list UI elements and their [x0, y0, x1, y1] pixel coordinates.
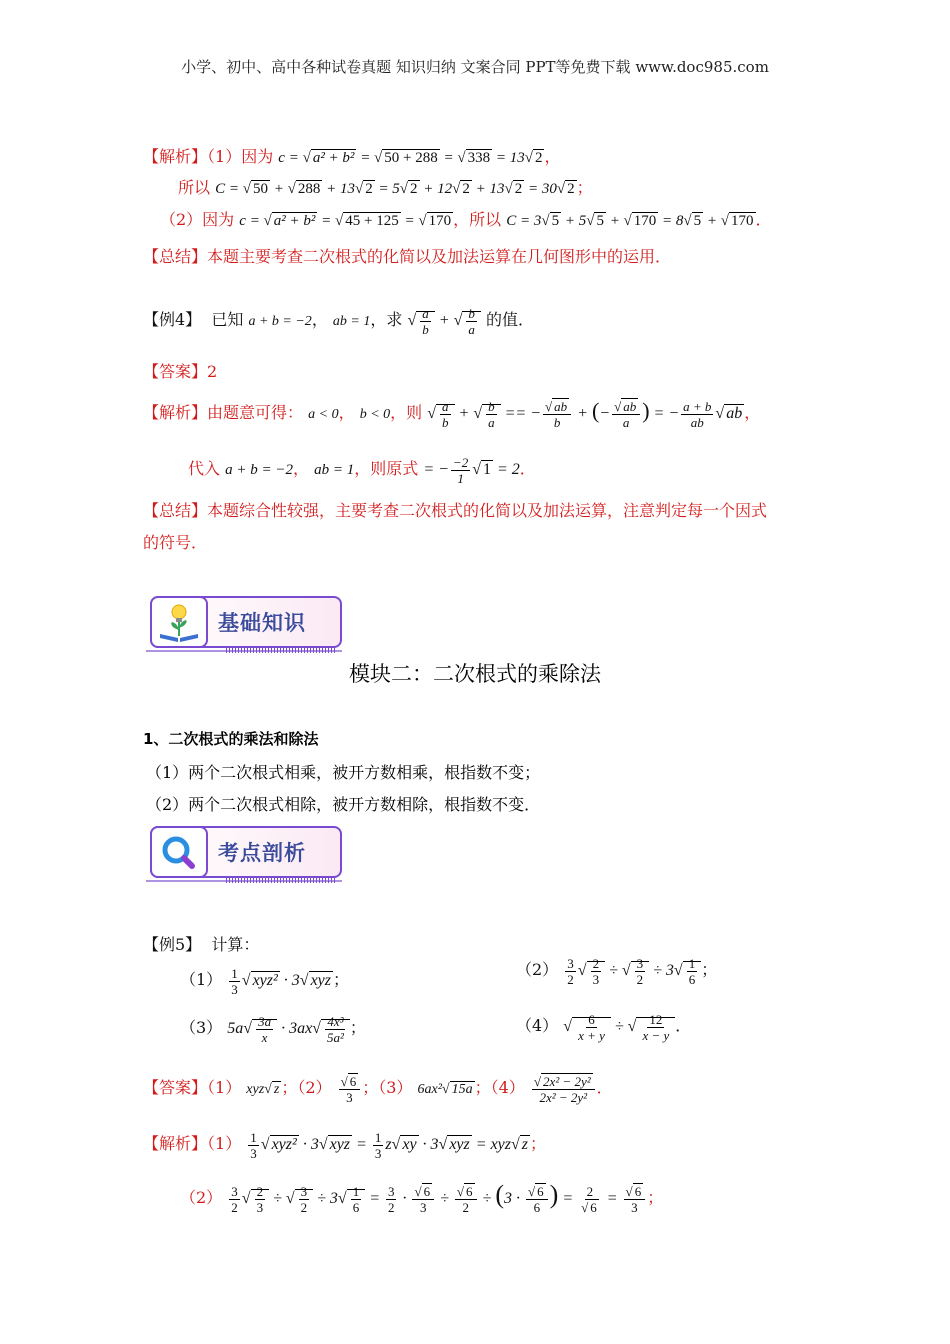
ex3-jiexi-line1: 【解析】（1）因为 c = √ a² + b² = √ 50 + 288 = √ 338 = 13√ 2 ， — [143, 147, 561, 166]
magnifier-icon — [150, 826, 208, 878]
badge-key-points — [146, 822, 342, 884]
ex3-summary — [143, 244, 671, 267]
ex5-problem-4: （4） √ $\frac{6}{x + y}$ ÷ √ $\frac{12}{x - y}$ ． — [516, 1012, 692, 1043]
ex3-part2-label: （2）因为 — [160, 210, 235, 229]
ex5-answer: 【答案】（1） xyz√ z ；（2） $\frac{√ 6}{3}$ ；（3） 6ax²√ 15a ；（4） $\frac{\text{√ 2x² − 2y²}}{\text{2x² − 2y²}}$ ． — [143, 1074, 613, 1105]
jiexi-tag: 【解析】 — [143, 403, 208, 422]
ex3-suoyi: 所以 — [178, 178, 211, 197]
ex5-tag: 【例5】 — [143, 935, 202, 954]
ex4-jiexi-line2: 代入 a + b = −2， ab = 1，则原式 = − $\frac{-2}{1}$ √ 1 = 2． — [188, 455, 536, 486]
ex4-answer — [143, 359, 217, 382]
badge-key-label: 考点剖析 — [218, 841, 306, 865]
module-title: 模块二：二次根式的乘除法 — [349, 662, 601, 686]
ex4-answer-value: 2 — [207, 362, 218, 381]
ex3-jiexi-line2: 所以 C = √ 50 + √ 288 + 13√ 2 = 5√ 2 + 12√ 2 + 13√ 2 = 30√ 2 ； — [178, 178, 593, 197]
ex3-eq4: C = 3√ 5 + 5√ 5 + √ 170 = 8√ 5 + √ 170 — [506, 213, 754, 229]
ex3-eq3: c = √ a² + b² = √ 45 + 125 = √ 170 — [239, 213, 452, 229]
ex4-expression: √ $\frac{a}{b}$ + √ $\frac{b}{a}$ — [407, 311, 480, 329]
answer-tag: 【答案】 — [143, 1078, 208, 1098]
answer-tag: 【答案】 — [143, 362, 208, 381]
ex4-result: = − $\frac{-2}{1}$ √ 1 = 2 — [423, 455, 520, 486]
ex5-problem-1: （1） $\frac{1}{3}$ √ xyz² · 3√ xyz ； — [180, 966, 350, 997]
ex4-tag: 【例4】 — [143, 310, 202, 330]
ex5-question: 【例5】 计算： — [143, 935, 260, 954]
ex5-jiexi-2: （2） $\frac{3}{2}$ √ $\frac{2}{3}$ ÷ √ $\frac{3}{2}$ ÷ 3√ $\frac{1}{6}$ = $\frac{3}{2}$ · $\frac{√ 6}{3}$ ÷ $\frac{√ 6}{2}$ ÷ (3 · $\frac{√ 6}{6}$ ) = $\frac{2}{√ 6}$ = $\frac{√ 6}{3}$ ； — [180, 1180, 664, 1215]
zongjie-tag: 【总结】 — [143, 247, 208, 266]
ex5-problem-2: （2） $\frac{3}{2}$ √ $\frac{2}{3}$ ÷ √ $\frac{3}{2}$ ÷ 3√ $\frac{1}{6}$ ； — [516, 956, 718, 987]
ex3-eq1: c = √ a² + b² = √ 50 + 288 = √ 338 = 13√ 2 — [278, 150, 543, 166]
badge-basic-knowledge — [146, 592, 342, 654]
ex4-summary-line2: 的符号． — [143, 533, 208, 552]
rule-multiplication: （1）两个二次根式相乘，被开方数相乘，根指数不变； — [146, 763, 541, 782]
ex5-problem-3: （3） 5a√ $\frac{3a}{x}$ · 3ax√ $\frac{\text{4x³}}{\text{5a²}}$ ； — [180, 1014, 366, 1045]
ex3-jiexi-line3: （2）因为 c = √ a² + b² = √ 45 + 125 = √ 170 ，所以 C = 3√ 5 + 5√ 5 + √ 170 = 8√ 5 + √ 170 ． — [160, 210, 772, 229]
rule-division: （2）两个二次根式相除，被开方数相除，根指数不变． — [146, 795, 541, 814]
ex3-summary-text: 本题主要考查二次根式的化简以及加法运算在几何图形中的运用． — [207, 247, 672, 266]
section-heading: 1、二次根式的乘法和除法 — [143, 730, 319, 748]
ex4-question: 【例4】 已知 a + b = −2， ab = 1，求 √ $\frac{a}{b}$ + √ $\frac{b}{a}$ 的值． — [143, 306, 534, 337]
jiexi-tag: 【解析】 — [143, 147, 208, 166]
page-header: 小学、初中、高中各种试卷真题 知识归纳 文案合同 PPT等免费下载 www.doc985.com — [181, 58, 769, 76]
ex4-jiexi-line1: 【解析】由题意可得： a < 0， b < 0，则 √ $\frac{a}{b}$ + √ $\frac{b}{a}$ == − $\frac{√ ab}{b}$ + (− $\frac{√ ab}{a}$ ) = − $\frac{a + b}{ab}$ √ ab ， — [143, 398, 761, 430]
ex4-summary-line1: 【总结】本题综合性较强，主要考查二次根式的化简以及加法运算，注意判定每一个因式 — [143, 501, 768, 520]
ex3-part1-label: （1）因为 — [207, 147, 274, 166]
ex4-derivation: √ $\frac{a}{b}$ + √ $\frac{b}{a}$ == − $\frac{√ ab}{b}$ + (− $\frac{√ ab}{a}$ ) = − $\frac{a + b}{ab}$ √ ab — [427, 398, 743, 430]
ex5-jiexi-1: 【解析】（1） $\frac{1}{3}$ √ xyz² · 3√ xyz = $\frac{1}{3}$ z√ xy · 3√ xyz = xyz√ z ； — [143, 1130, 547, 1161]
ex3-eq2: C = √ 50 + √ 288 + 13√ 2 = 5√ 2 + 12√ 2 + 13√ 2 = 30√ 2 — [215, 181, 575, 197]
badge-basic-label: 基础知识 — [218, 611, 306, 635]
zongjie-tag: 【总结】 — [143, 501, 208, 520]
lightbulb-book-icon — [150, 596, 208, 648]
jiexi-tag: 【解析】 — [143, 1134, 208, 1154]
